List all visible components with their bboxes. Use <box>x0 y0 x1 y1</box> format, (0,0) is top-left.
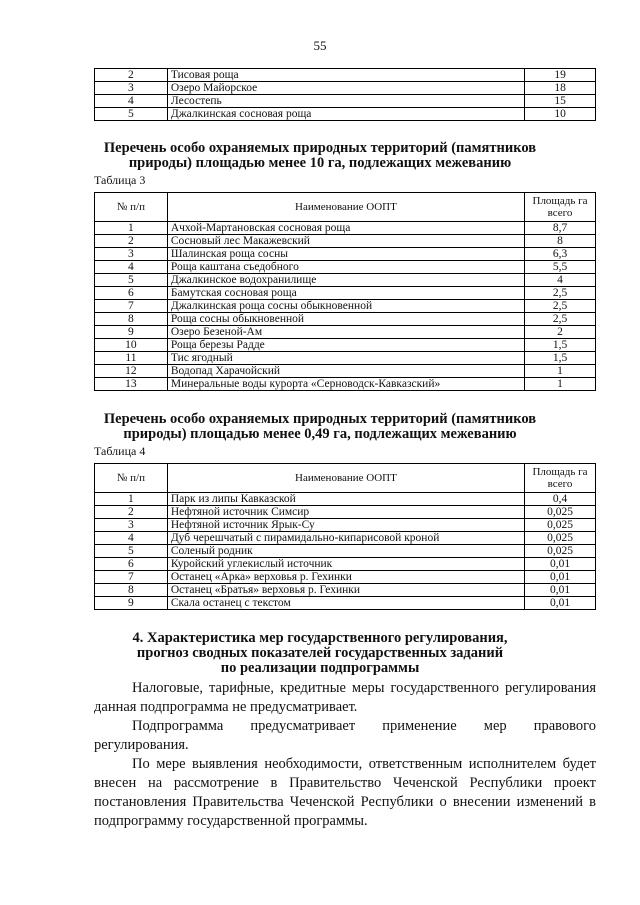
table-row <box>95 532 596 545</box>
row-area: 18 <box>525 82 596 95</box>
title-line: прогноз сводных показателей государственных заданий <box>136 645 504 661</box>
row-name: Дуб черешчатый с пирамидально-кипарисовой кроной <box>167 532 524 545</box>
row-area: 15 <box>525 95 596 108</box>
title-line: Перечень особо охраняемых природных территорий (памятников <box>103 411 537 427</box>
row-area: 5,5 <box>525 261 596 274</box>
row-number: 1 <box>95 222 168 235</box>
header-area-line: Площадь га <box>532 195 588 207</box>
continuation-table-body <box>95 69 596 121</box>
row-number: 7 <box>95 300 168 313</box>
row-area: 10 <box>525 108 596 121</box>
row-number: 2 <box>95 235 168 248</box>
header-name: Наименование ООПТ <box>167 193 524 222</box>
row-name: Роща березы Радде <box>167 339 524 352</box>
title-line: природы) площадью менее 10 га, подлежащих межеванию <box>128 155 512 171</box>
row-area: 0,025 <box>525 545 596 558</box>
table-row <box>95 519 596 532</box>
row-area: 2,5 <box>525 313 596 326</box>
row-number: 4 <box>95 261 168 274</box>
header-area-line: всего <box>547 207 573 219</box>
paragraph: Налоговые, тарифные, кредитные меры государственного регулирования данная подпрограмма не предусматривает. <box>94 680 596 715</box>
row-name: Джалкинская сосновая роща <box>167 108 524 121</box>
title-line: 4. Характеристика мер государственного регулирования, <box>132 630 508 646</box>
row-name: Парк из липы Кавказской <box>167 493 524 506</box>
header-number: № п/п <box>95 193 168 222</box>
header-area-line: всего <box>547 478 573 490</box>
row-name: Скала останец с текстом <box>167 597 524 610</box>
row-number: 4 <box>95 95 168 108</box>
table-row <box>95 365 596 378</box>
row-number: 10 <box>95 339 168 352</box>
table-row <box>95 326 596 339</box>
row-number: 3 <box>95 519 168 532</box>
row-name: Останец «Братья» верховья р. Гехинки <box>167 584 524 597</box>
paragraph-line: Подпрограмма предусматривает применение мер правового <box>132 718 596 734</box>
table-row <box>95 597 596 610</box>
table-row <box>95 82 596 95</box>
title-line: по реализации подпрограммы <box>220 660 420 676</box>
table-row <box>95 558 596 571</box>
row-area: 0,01 <box>525 597 596 610</box>
row-area: 4 <box>525 274 596 287</box>
row-area: 0,025 <box>525 532 596 545</box>
paragraph <box>94 717 596 755</box>
section-title-table4 <box>0 412 640 442</box>
table-caption: Таблица 3 <box>94 173 146 187</box>
row-name: Роща сосны обыкновенной <box>167 313 524 326</box>
table-row <box>95 584 596 597</box>
section-title-regulation <box>0 631 640 676</box>
row-name: Куройский углекислый источник <box>167 558 524 571</box>
row-number: 3 <box>95 248 168 261</box>
row-area: 0,01 <box>525 571 596 584</box>
row-name: Джалкинская роща сосны обыкновенной <box>167 300 524 313</box>
table-row <box>95 235 596 248</box>
row-number: 4 <box>95 532 168 545</box>
table-row <box>95 274 596 287</box>
table-row <box>95 339 596 352</box>
paragraph-line: регулирования. <box>94 737 189 753</box>
row-area: 0,01 <box>525 558 596 571</box>
row-number: 8 <box>95 584 168 597</box>
row-area: 0,025 <box>525 519 596 532</box>
row-name: Соленый родник <box>167 545 524 558</box>
row-name: Останец «Арка» верховья р. Гехинки <box>167 571 524 584</box>
row-number: 7 <box>95 571 168 584</box>
row-number: 12 <box>95 365 168 378</box>
table-row <box>95 493 596 506</box>
row-name: Водопад Харачойский <box>167 365 524 378</box>
table-row <box>95 261 596 274</box>
section-title-table3 <box>0 141 640 171</box>
table-4-body <box>95 493 596 610</box>
header-number: № п/п <box>95 464 168 493</box>
table-row <box>95 378 596 391</box>
row-area: 1 <box>525 378 596 391</box>
table-row <box>95 352 596 365</box>
row-name: Озеро Майорское <box>167 82 524 95</box>
row-area: 0,025 <box>525 506 596 519</box>
row-name: Роща каштана съедобного <box>167 261 524 274</box>
row-name: Джалкинское водохранилище <box>167 274 524 287</box>
paragraph: По мере выявления необходимости, ответственным исполнителем будет внесен на рассмотрение в Правительство Чеченской Республики проект постановления Правительства Чеченской Республики о внесении изменений в подпрограмму государственной программы. <box>94 756 596 829</box>
page-number: 55 <box>313 38 327 53</box>
row-name: Лесостепь <box>167 95 524 108</box>
title-line: природы) площадью менее 0,49 га, подлежащих межеванию <box>123 426 517 442</box>
row-area: 1,5 <box>525 339 596 352</box>
row-area: 1 <box>525 365 596 378</box>
table-row <box>95 313 596 326</box>
row-area: 2 <box>525 326 596 339</box>
row-name: Минеральные воды курорта «Серноводск-Кавказский» <box>167 378 524 391</box>
header-area <box>525 193 596 222</box>
row-area: 8 <box>525 235 596 248</box>
row-area: 2,5 <box>525 287 596 300</box>
table-row <box>95 108 596 121</box>
table-row <box>95 300 596 313</box>
table-row <box>95 571 596 584</box>
row-name: Сосновый лес Макажевский <box>167 235 524 248</box>
table-row <box>95 545 596 558</box>
row-name: Ачхой-Мартановская сосновая роща <box>167 222 524 235</box>
row-number: 9 <box>95 326 168 339</box>
table-row <box>95 506 596 519</box>
row-number: 9 <box>95 597 168 610</box>
header-area <box>525 464 596 493</box>
row-number: 5 <box>95 545 168 558</box>
row-number: 8 <box>95 313 168 326</box>
table-row <box>95 287 596 300</box>
row-number: 2 <box>95 506 168 519</box>
row-name: Нефтяной источник Симсир <box>167 506 524 519</box>
row-number: 11 <box>95 352 168 365</box>
row-area: 0,4 <box>525 493 596 506</box>
row-name: Бамутская сосновая роща <box>167 287 524 300</box>
row-number: 6 <box>95 287 168 300</box>
row-number: 13 <box>95 378 168 391</box>
row-area: 0,01 <box>525 584 596 597</box>
row-name: Тисовая роща <box>167 69 524 82</box>
row-number: 5 <box>95 274 168 287</box>
title-line: Перечень особо охраняемых природных территорий (памятников <box>103 140 537 156</box>
table-caption: Таблица 4 <box>94 444 146 458</box>
row-area: 1,5 <box>525 352 596 365</box>
row-number: 3 <box>95 82 168 95</box>
row-number: 1 <box>95 493 168 506</box>
row-number: 2 <box>95 69 168 82</box>
header-area-line: Площадь га <box>532 466 588 478</box>
row-name: Нефтяной источник Ярык-Су <box>167 519 524 532</box>
row-number: 5 <box>95 108 168 121</box>
row-area: 8,7 <box>525 222 596 235</box>
table-4 <box>94 463 596 610</box>
table-row <box>95 222 596 235</box>
row-area: 2,5 <box>525 300 596 313</box>
table-3-body <box>95 222 596 391</box>
continuation-table <box>94 68 596 121</box>
row-area: 6,3 <box>525 248 596 261</box>
header-name: Наименование ООПТ <box>167 464 524 493</box>
row-name: Шалинская роща сосны <box>167 248 524 261</box>
table-row <box>95 248 596 261</box>
row-name: Тис ягодный <box>167 352 524 365</box>
table-row <box>95 69 596 82</box>
row-area: 19 <box>525 69 596 82</box>
row-name: Озеро Безеной-Ам <box>167 326 524 339</box>
row-number: 6 <box>95 558 168 571</box>
table-3 <box>94 192 596 391</box>
table-row <box>95 95 596 108</box>
